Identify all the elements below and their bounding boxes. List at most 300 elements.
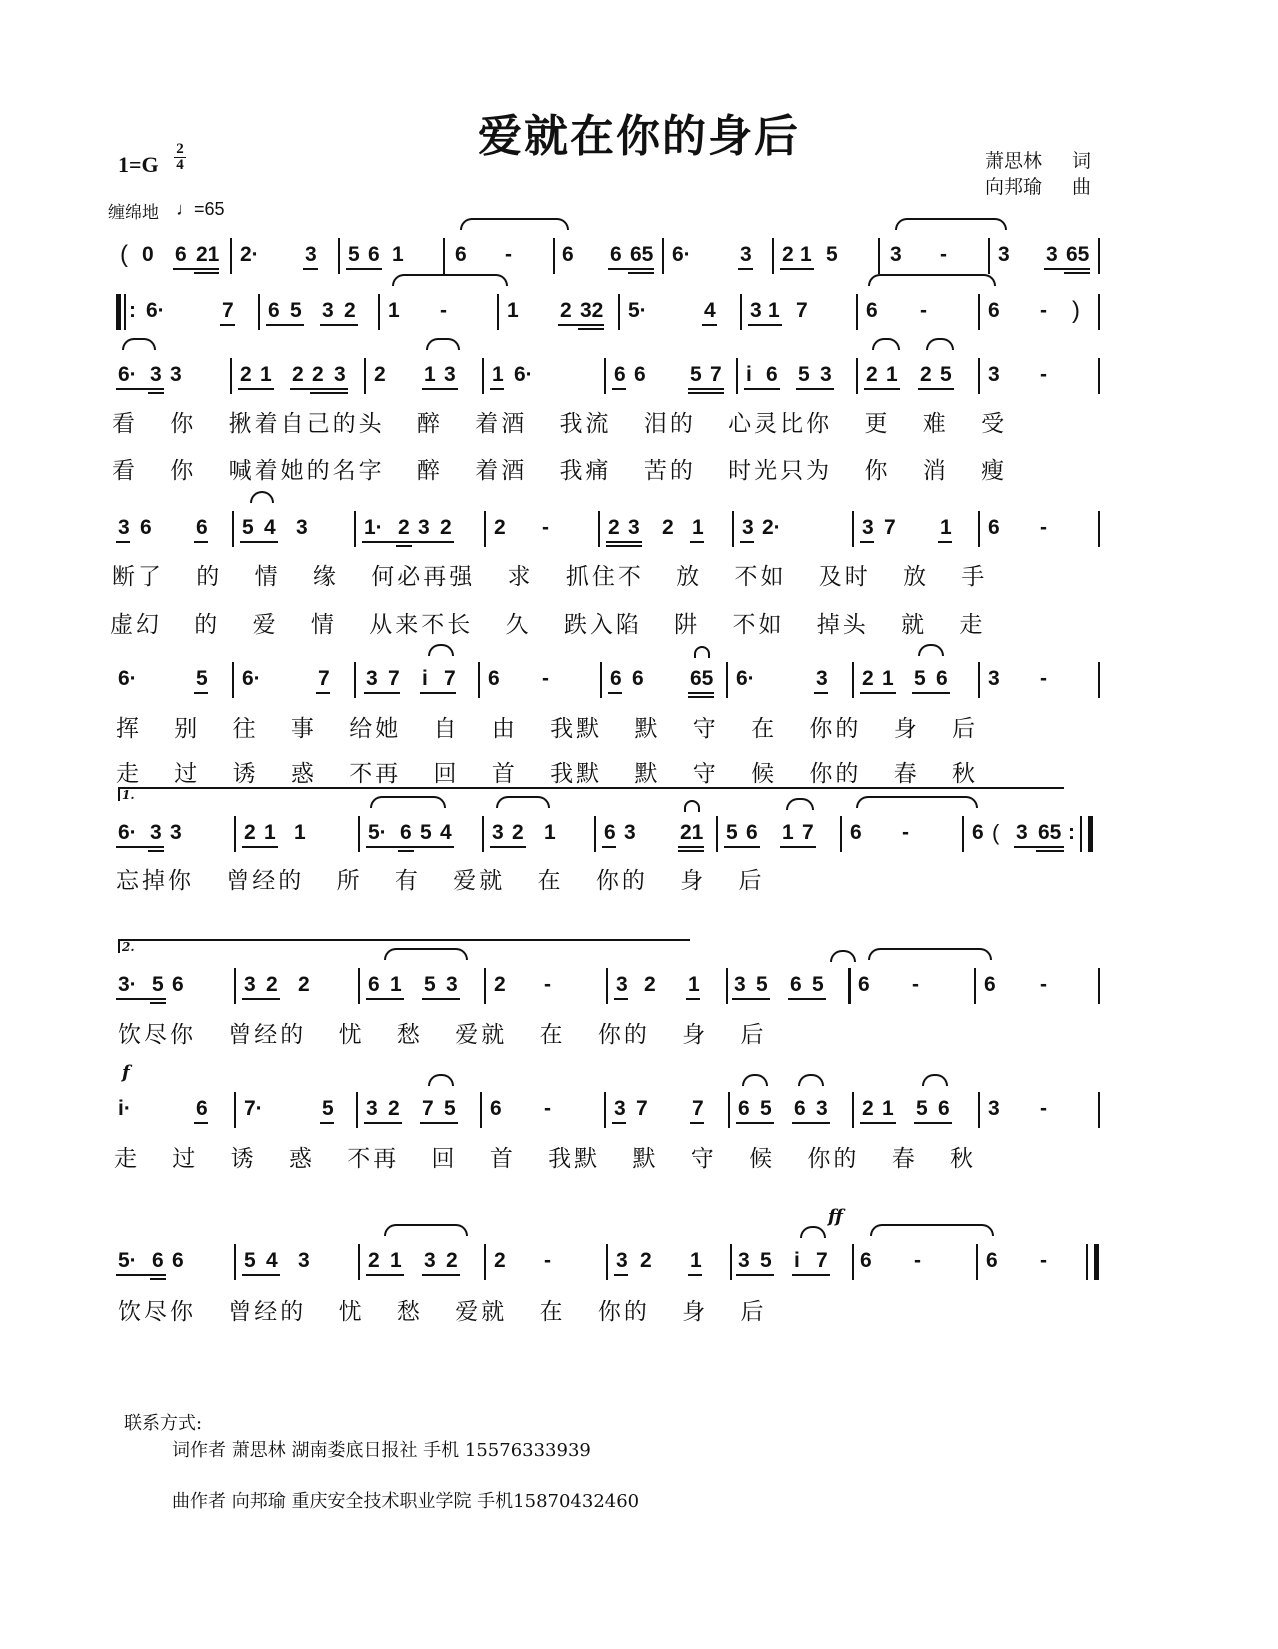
barline [358, 968, 360, 1004]
note: 3 [616, 1249, 628, 1272]
barline [726, 662, 728, 698]
note: 2 [782, 243, 794, 266]
barline [258, 294, 260, 330]
barline [852, 511, 854, 547]
note: 65 [1038, 821, 1062, 844]
final-barline-thick [1094, 1244, 1099, 1280]
barline [1098, 1092, 1100, 1128]
note: 6 [368, 243, 380, 266]
note: 5 [760, 1249, 772, 1272]
note: 6 [632, 667, 644, 690]
note: - [505, 243, 512, 266]
lyric-text: 饮尽你 曾经的 忧 愁 爱就 在 你的 身 后 [118, 1022, 767, 1048]
note: 6· [242, 667, 261, 690]
note: 65 [1066, 243, 1090, 266]
note: 5 [690, 363, 702, 386]
note: - [902, 821, 909, 844]
barline [662, 238, 664, 274]
barline [736, 358, 738, 394]
note: 2 [374, 363, 386, 386]
note: 5· [628, 299, 647, 322]
note: 6 [610, 667, 622, 690]
barline [484, 511, 486, 547]
note: 6 [866, 299, 878, 322]
note: 2 [662, 516, 674, 539]
note: - [1040, 363, 1047, 386]
note: - [1040, 973, 1047, 996]
note: 1 [507, 299, 519, 322]
barline [484, 968, 486, 1004]
note: 7 [796, 299, 808, 322]
note: - [1040, 1249, 1047, 1272]
note: 3 [150, 821, 162, 844]
note: 7 [222, 299, 234, 322]
note: 6· [118, 821, 137, 844]
barline [618, 294, 620, 330]
barline [356, 1092, 358, 1128]
note: - [1040, 516, 1047, 539]
note: 5 [826, 243, 838, 266]
contact-composer: 曲作者 向邦瑜 重庆安全技术职业学院 手机15870432460 [172, 1491, 640, 1512]
note: 3 [628, 516, 640, 539]
barline [732, 511, 734, 547]
volta-1-label: 1. [122, 788, 135, 802]
note: 1 [424, 363, 436, 386]
barline [726, 968, 728, 1004]
tempo: ♩=65 [176, 199, 225, 219]
note: 6· [118, 363, 137, 386]
note: - [542, 516, 549, 539]
time-sig-top: 2 [176, 141, 184, 157]
paren-close: ) [1072, 297, 1080, 324]
note: - [1040, 1097, 1047, 1120]
paren-open: ( [120, 241, 128, 268]
note: - [1040, 299, 1047, 322]
repeat-end-bar-thick [1088, 816, 1093, 852]
note: 2 [640, 1249, 652, 1272]
lyric-text: 看 你 揪着自己的头 醉 着酒 我流 泪的 心灵比你 更 难 受 [112, 411, 1008, 437]
volta-1-bracket [118, 787, 1064, 789]
note: 6 [790, 973, 802, 996]
contact-heading: 联系方式: [124, 1413, 203, 1434]
barline [852, 1092, 854, 1128]
lyric-text: 挥 别 往 事 给她 自 由 我默 默 守 在 你的 身 后 [116, 716, 979, 742]
note: 4 [704, 299, 716, 322]
staff-intro-1 [0, 240, 1278, 280]
note: 6· [736, 667, 755, 690]
note: 3 [998, 243, 1010, 266]
note: 6 [938, 1097, 950, 1120]
note: 6 [368, 973, 380, 996]
note: 6 [984, 973, 996, 996]
note: 2 [866, 363, 878, 386]
volta-1-hook [118, 787, 120, 801]
note: 2 [368, 1249, 380, 1272]
note: 2 [244, 821, 256, 844]
note: 6 [936, 667, 948, 690]
note: 1 [886, 363, 898, 386]
note: 1 [688, 973, 700, 996]
note: 1 [388, 299, 400, 322]
note: 6 [738, 1097, 750, 1120]
barline [478, 662, 480, 698]
note: - [544, 1097, 551, 1120]
note: 3 [740, 243, 752, 266]
barline [497, 294, 499, 330]
note: 6 [610, 243, 622, 266]
note: 6 [860, 1249, 872, 1272]
barline [232, 662, 234, 698]
note: 7 [636, 1097, 648, 1120]
note: 1 [940, 516, 952, 539]
repeat-end-bar [1080, 816, 1082, 852]
barline [234, 1244, 236, 1280]
barline [730, 1244, 732, 1280]
note: 2 [862, 1097, 874, 1120]
barline [124, 294, 126, 330]
note: 3 [366, 1097, 378, 1120]
note: 6· [118, 667, 137, 690]
staff-ending-1 [0, 818, 1278, 858]
note: - [440, 299, 447, 322]
note: 6 [400, 821, 412, 844]
note: 3 [170, 821, 182, 844]
note: 6· [672, 243, 691, 266]
barline [988, 238, 990, 274]
note: 1 [390, 973, 402, 996]
note: 7 [816, 1249, 828, 1272]
note: 6· [146, 299, 165, 322]
note: 6 [488, 667, 500, 690]
note: - [914, 1249, 921, 1272]
barline [1098, 294, 1100, 330]
note: 3 [734, 973, 746, 996]
note: 1 [692, 516, 704, 539]
note: 5· [368, 821, 387, 844]
barline [358, 816, 360, 852]
note: 4 [264, 516, 276, 539]
note: 5 [242, 516, 254, 539]
note: 5 [916, 1097, 928, 1120]
composer-role: 曲 [1072, 176, 1092, 198]
barline [728, 1092, 730, 1128]
barline [338, 238, 340, 274]
note: 0 [142, 243, 154, 266]
staff-coda-2 [0, 1246, 1278, 1286]
note: 21 [196, 243, 220, 266]
lyric-text: 饮尽你 曾经的 忧 愁 爱就 在 你的 身 后 [118, 1299, 767, 1325]
note: - [544, 1249, 551, 1272]
note: 5 [424, 973, 436, 996]
volta-2-label: 2. [122, 940, 135, 954]
barline [1098, 662, 1100, 698]
note: 1 [800, 243, 812, 266]
note: 6 [850, 821, 862, 844]
barline [852, 1244, 854, 1280]
note: 2 [266, 973, 278, 996]
barline [482, 358, 484, 394]
note: 3 [820, 363, 832, 386]
barline [354, 662, 356, 698]
note: 2 [344, 299, 356, 322]
time-sig-bottom: 4 [174, 157, 186, 173]
note: 6 [175, 243, 187, 266]
note: 5 [152, 973, 164, 996]
lyric-text: 断了 的 情 缘 何必再强 求 抓住不 放 不如 及时 放 手 [112, 564, 988, 590]
barline [716, 816, 718, 852]
key-signature: 1=G [118, 152, 159, 177]
note: 2 [398, 516, 410, 539]
repeat-start-bar [116, 294, 121, 330]
paren-open: ( [992, 820, 1000, 845]
note: 3 [1016, 821, 1028, 844]
note: 1 [264, 821, 276, 844]
note: 6 [634, 363, 646, 386]
note: 3 [444, 363, 456, 386]
note: 3 [296, 516, 308, 539]
note: - [544, 973, 551, 996]
barline [443, 238, 445, 274]
note: i [746, 363, 752, 386]
note: 2 [862, 667, 874, 690]
barline [234, 968, 236, 1004]
note: 6 [604, 821, 616, 844]
note: 7 [802, 821, 814, 844]
barline [604, 358, 606, 394]
note: 6 [140, 516, 152, 539]
note: 2 [440, 516, 452, 539]
note: 6 [455, 243, 467, 266]
barline [978, 358, 980, 394]
note: 5· [118, 1249, 137, 1272]
barline [606, 1244, 608, 1280]
note: 3 [170, 363, 182, 386]
note: 4 [440, 821, 452, 844]
note: 2 [644, 973, 656, 996]
note: - [940, 243, 947, 266]
barline [978, 662, 980, 698]
note: 1 [492, 363, 504, 386]
note: 2 [292, 363, 304, 386]
song-title: 爱就在你的身后 [478, 111, 800, 162]
note: 5 [444, 1097, 456, 1120]
note: 2 [608, 516, 620, 539]
barline [976, 1244, 978, 1280]
staff-intro-2 [0, 296, 1278, 336]
barline [848, 968, 851, 1004]
note: 7· [244, 1097, 263, 1120]
note: 5 [290, 299, 302, 322]
barline [1098, 358, 1100, 394]
note: 5 [914, 667, 926, 690]
note: 3 [244, 973, 256, 996]
note: 7 [388, 667, 400, 690]
barline [480, 1092, 482, 1128]
note: 3 [298, 1249, 310, 1272]
note: 1 [392, 243, 404, 266]
note: 1 [390, 1249, 402, 1272]
note: 1 [768, 299, 780, 322]
note: 65 [690, 667, 714, 690]
barline [740, 294, 742, 330]
note: 5 [798, 363, 810, 386]
barline [772, 238, 774, 274]
barline [962, 816, 964, 852]
note: 3 [816, 1097, 828, 1120]
note: 6 [746, 821, 758, 844]
barline [358, 1244, 360, 1280]
note: 3 [616, 973, 628, 996]
note: 5 [760, 1097, 772, 1120]
note: 6 [988, 299, 1000, 322]
note: 6 [986, 1249, 998, 1272]
note: 32 [580, 299, 604, 322]
volta-2-bracket [118, 939, 690, 941]
barline [856, 294, 858, 330]
note: 7 [318, 667, 330, 690]
note: 3 [1046, 243, 1058, 266]
barline [232, 511, 234, 547]
note: 1 [882, 667, 894, 690]
barline [354, 511, 356, 547]
note: 5 [196, 667, 208, 690]
barline [598, 511, 600, 547]
barline [594, 816, 596, 852]
staff-verse-2 [0, 513, 1278, 553]
note: 2 [920, 363, 932, 386]
staff-ending-2 [0, 970, 1278, 1010]
note: 5 [812, 973, 824, 996]
barline [600, 662, 602, 698]
barline [604, 1092, 606, 1128]
barline [1098, 511, 1100, 547]
note: 6 [972, 821, 984, 844]
note: 7 [444, 667, 456, 690]
barline [364, 358, 366, 394]
note: 2· [240, 243, 259, 266]
note: 3 [738, 1249, 750, 1272]
barline [234, 1092, 236, 1128]
barline [978, 511, 980, 547]
barline [852, 662, 854, 698]
note: 3 [118, 516, 130, 539]
barline [1098, 238, 1100, 274]
note: 3 [418, 516, 430, 539]
note: 3 [988, 363, 1000, 386]
barline [230, 238, 232, 274]
note: 1 [294, 821, 306, 844]
note: 6 [490, 1097, 502, 1120]
barline [553, 238, 555, 274]
note: 6 [562, 243, 574, 266]
note: 3 [614, 1097, 626, 1120]
note: i [422, 667, 428, 690]
barline [606, 968, 608, 1004]
note: 6 [196, 1097, 208, 1120]
note: 6 [152, 1249, 164, 1272]
note: 7 [710, 363, 722, 386]
note: 7 [884, 516, 896, 539]
note: 3 [446, 973, 458, 996]
repeat-dots: : [1068, 821, 1075, 844]
note: 3 [305, 243, 317, 266]
note: - [542, 667, 549, 690]
barline [482, 816, 484, 852]
note: 2 [494, 516, 506, 539]
note: 21 [680, 821, 704, 844]
note: 5 [244, 1249, 256, 1272]
note: 5 [322, 1097, 334, 1120]
volta-2-hook [118, 939, 120, 953]
contact-lyricist: 词作者 萧思林 湖南娄底日报社 手机 15576333939 [172, 1440, 591, 1461]
note: 6 [268, 299, 280, 322]
note: 3 [988, 667, 1000, 690]
note: 1 [260, 363, 272, 386]
lyric-text: 看 你 喊着她的名字 醉 着酒 我痛 苦的 时光只为 你 消 瘦 [112, 458, 1008, 484]
time-signature [174, 142, 186, 173]
note: 5 [348, 243, 360, 266]
note: 6 [614, 363, 626, 386]
lyricist-name: 萧思林 [985, 150, 1043, 172]
repeat-dots: : [129, 299, 136, 322]
note: - [912, 973, 919, 996]
note: 3· [118, 973, 137, 996]
note: 6 [988, 516, 1000, 539]
note: 2 [298, 973, 310, 996]
note: 65 [630, 243, 654, 266]
lyric-text: 忘掉你 曾经的 所 有 爱就 在 你的 身 后 [116, 868, 765, 894]
note: 6 [172, 1249, 184, 1272]
dynamic-fortissimo: ff [828, 1206, 843, 1227]
note: 3 [890, 243, 902, 266]
note: 3 [742, 516, 754, 539]
note: i [794, 1249, 800, 1272]
barline [1098, 968, 1100, 1004]
note: 5 [420, 821, 432, 844]
note: 3 [750, 299, 762, 322]
note: 2· [762, 516, 781, 539]
note: 3 [150, 363, 162, 386]
barline [856, 358, 858, 394]
note: 2 [560, 299, 572, 322]
barline [978, 294, 980, 330]
note: 3 [988, 1097, 1000, 1120]
barline [230, 358, 232, 394]
staff-coda-1 [0, 1094, 1278, 1134]
lyric-text: 走 过 诱 惑 不再 回 首 我默 默 守 候 你的 春 秋 [114, 1146, 977, 1172]
barline [234, 816, 236, 852]
staff-verse-3 [0, 664, 1278, 704]
barline [978, 1092, 980, 1128]
note: 3 [492, 821, 504, 844]
note: 2 [494, 1249, 506, 1272]
note: 2 [312, 363, 324, 386]
note: 3 [322, 299, 334, 322]
staff-verse-1 [0, 360, 1278, 400]
note: 4 [266, 1249, 278, 1272]
note: 5 [756, 973, 768, 996]
note: 3 [816, 667, 828, 690]
barline [878, 238, 880, 274]
note: - [1040, 667, 1047, 690]
composer-name: 向邦瑜 [985, 176, 1043, 198]
barline [974, 968, 976, 1004]
note: i· [118, 1097, 131, 1120]
note: 6 [794, 1097, 806, 1120]
note: 5 [940, 363, 952, 386]
note: 2 [446, 1249, 458, 1272]
barline [840, 816, 842, 852]
